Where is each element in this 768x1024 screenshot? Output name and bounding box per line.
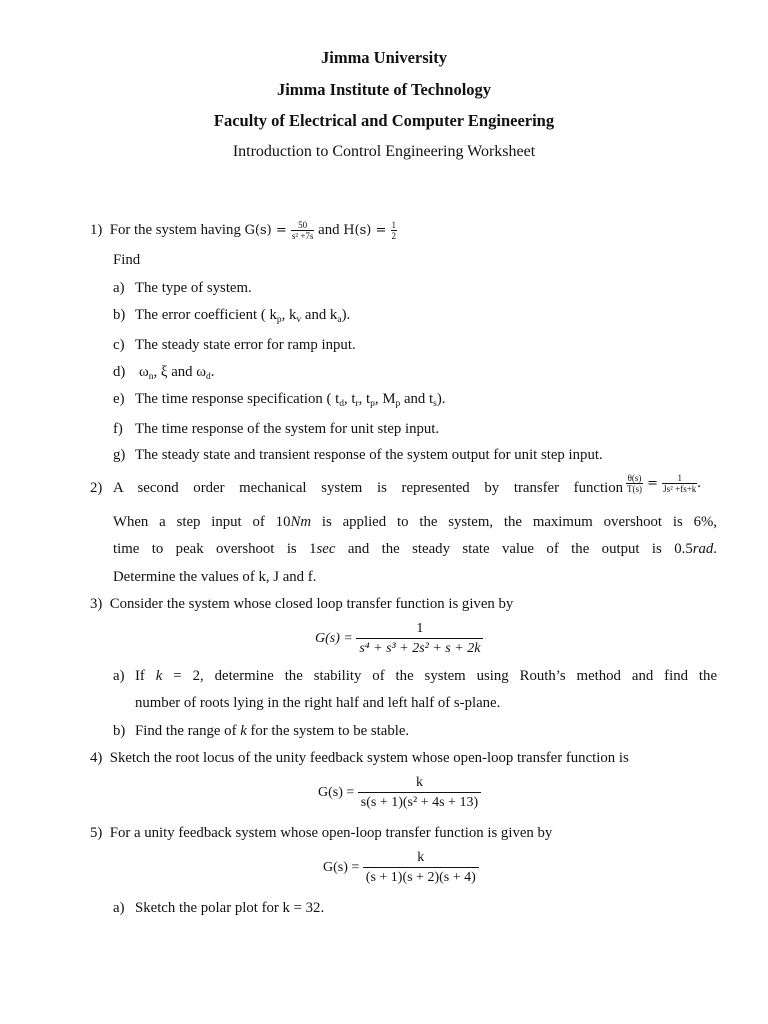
denominator: s⁴ + s³ + 2s² + s + 2k xyxy=(359,641,481,656)
text-part: for the system to be stable. xyxy=(246,723,410,739)
question-2-line-3 xyxy=(113,540,717,558)
period: . xyxy=(697,474,701,491)
equation-fraction xyxy=(358,775,481,811)
subscript: d xyxy=(206,372,211,382)
denominator: T(s) xyxy=(627,484,642,494)
question-number: 2) xyxy=(90,480,103,496)
unit: sec xyxy=(316,541,336,557)
text-part: time to peak overshoot is 1 xyxy=(113,541,317,557)
question-3-text: Consider the system whose closed loop transfer function is given by xyxy=(109,596,514,612)
closed-loop-equation xyxy=(315,621,483,657)
item-text: The error coefficient ( $k_p$, $k_v$ and $k_a$). xyxy=(135,307,351,325)
polar-plot-equation xyxy=(323,850,479,886)
faculty-title: Faculty of Electrical and Computer Engineering xyxy=(213,111,555,130)
subscript: v xyxy=(296,315,302,325)
equation-lhs: G(s) = xyxy=(318,785,358,801)
subscript: a xyxy=(337,315,342,325)
denominator: (s + 1)(s + 2)(s + 4) xyxy=(365,870,476,885)
system-fraction xyxy=(662,473,697,494)
question-number: 4) xyxy=(90,750,103,766)
text-part: When a step input of 10 xyxy=(113,514,291,530)
question-1 xyxy=(90,220,397,241)
question-1-lead: For the system having xyxy=(109,221,241,238)
text-part: . xyxy=(210,364,215,380)
question-2-line-2 xyxy=(113,513,717,531)
question-number: 1) xyxy=(90,221,103,238)
institute-title: Jimma Institute of Technology xyxy=(276,80,492,99)
item-label: a) xyxy=(113,668,125,684)
numerator: 1 xyxy=(662,473,697,484)
item-text xyxy=(139,363,214,386)
theta-over-t-fraction xyxy=(626,473,643,494)
item-label: b) xyxy=(113,307,126,323)
question-3 xyxy=(90,595,513,613)
unit: Nm xyxy=(290,514,312,530)
item-label: b) xyxy=(113,723,126,739)
transfer-function xyxy=(626,473,701,494)
equation-lhs: G(s) = xyxy=(315,631,357,647)
numerator: k xyxy=(363,850,479,868)
subscript: n xyxy=(148,372,154,382)
text-part: M xyxy=(382,391,396,407)
h-denominator: 2 xyxy=(391,231,397,241)
unit: rad xyxy=(692,541,714,557)
text-part: The error coefficient ( k xyxy=(135,307,277,323)
university-title: Jimma University xyxy=(320,48,448,67)
numerator: 1 xyxy=(356,621,483,639)
numerator: k xyxy=(358,775,481,793)
question-number: 3) xyxy=(90,596,103,612)
worksheet-title: Introduction to Control Engineering Worksheet xyxy=(232,143,536,160)
item-text: The steady state error for ramp input. xyxy=(135,337,356,353)
equation-fraction xyxy=(356,621,483,657)
subscript: p xyxy=(395,399,401,409)
text-part: ). xyxy=(341,307,351,323)
text-part: ). xyxy=(436,391,446,407)
question-2-line-1: A second order mechanical system is represented by transfer function xyxy=(113,480,623,496)
item-text: The type of system. xyxy=(135,280,252,296)
question-4-text: Sketch the root locus of the unity feedback system whose open-loop transfer function is xyxy=(109,750,629,766)
text-part: and the steady state value of the output is 0.5 xyxy=(335,541,693,557)
g-denominator: s² +7s xyxy=(291,231,314,241)
item-label: a) xyxy=(113,900,125,916)
text-part: and t xyxy=(400,391,434,407)
g-of-s-label: G(s) = xyxy=(244,222,291,238)
q3-item-a-line-2: number of roots lying in the right half and left half of s-plane. xyxy=(135,695,501,711)
find-label: Find xyxy=(113,252,141,268)
item-text: Sketch the polar plot for k = 32. xyxy=(135,900,325,916)
variable: k xyxy=(155,668,163,684)
text-part: is applied to the system, the maximum overshoot is 6%, xyxy=(311,514,717,530)
question-5 xyxy=(90,824,552,842)
item-text: The time response of the system for unit step input. xyxy=(135,421,440,437)
h-fraction xyxy=(391,220,398,241)
subscript: p xyxy=(276,315,282,325)
item-label: g) xyxy=(113,447,126,463)
root-locus-equation xyxy=(318,775,481,811)
question-2-line-4: Determine the values of k, J and f. xyxy=(113,569,317,585)
item-text: The time response specification ( $t_d$, $t_r$, $t_p$, $M_p$ and $t_s$). xyxy=(135,391,446,409)
variable: k xyxy=(240,723,247,739)
and-word: and xyxy=(314,221,344,238)
subscript: s xyxy=(433,399,437,409)
text-part: The time response specification ( t xyxy=(135,391,340,407)
subscript: p xyxy=(370,399,375,409)
text-part: . xyxy=(713,541,717,557)
equation-fraction xyxy=(363,850,479,886)
text-part: Find the range of xyxy=(135,723,241,739)
item-label: e) xyxy=(113,391,125,407)
item-text xyxy=(135,667,717,685)
item-label: d) xyxy=(113,364,126,380)
question-4 xyxy=(90,749,629,767)
item-text xyxy=(135,722,409,740)
equation-lhs: G(s) = xyxy=(323,860,363,876)
text-part: , ξ and ω xyxy=(153,364,206,380)
subscript: d xyxy=(339,399,344,409)
item-label: f) xyxy=(113,421,123,437)
omega-symbol: ω xyxy=(139,364,149,380)
g-fraction xyxy=(291,220,315,241)
equals-sign: = xyxy=(643,475,663,491)
text-part: If xyxy=(135,668,156,684)
subscript: r xyxy=(355,399,359,409)
text-part: = 2, determine the stability of the system using Routh’s method and find the xyxy=(162,668,718,684)
item-text: The steady state and transient response of the system output for unit step input. xyxy=(135,447,603,463)
h-numerator: 1 xyxy=(391,220,397,230)
denominator: s(s + 1)(s² + 4s + 13) xyxy=(360,795,479,810)
g-numerator: 50 xyxy=(291,220,315,231)
numerator: θ(s) xyxy=(627,473,642,483)
item-label: c) xyxy=(113,337,125,353)
item-label: a) xyxy=(113,280,125,296)
question-5-text: For a unity feedback system whose open-loop transfer function is given by xyxy=(109,825,553,841)
text-part: and k xyxy=(301,307,338,323)
h-of-s-label: H(s) = xyxy=(343,222,391,238)
denominator: Js² +fs+k xyxy=(663,484,697,494)
question-number: 5) xyxy=(90,825,103,841)
